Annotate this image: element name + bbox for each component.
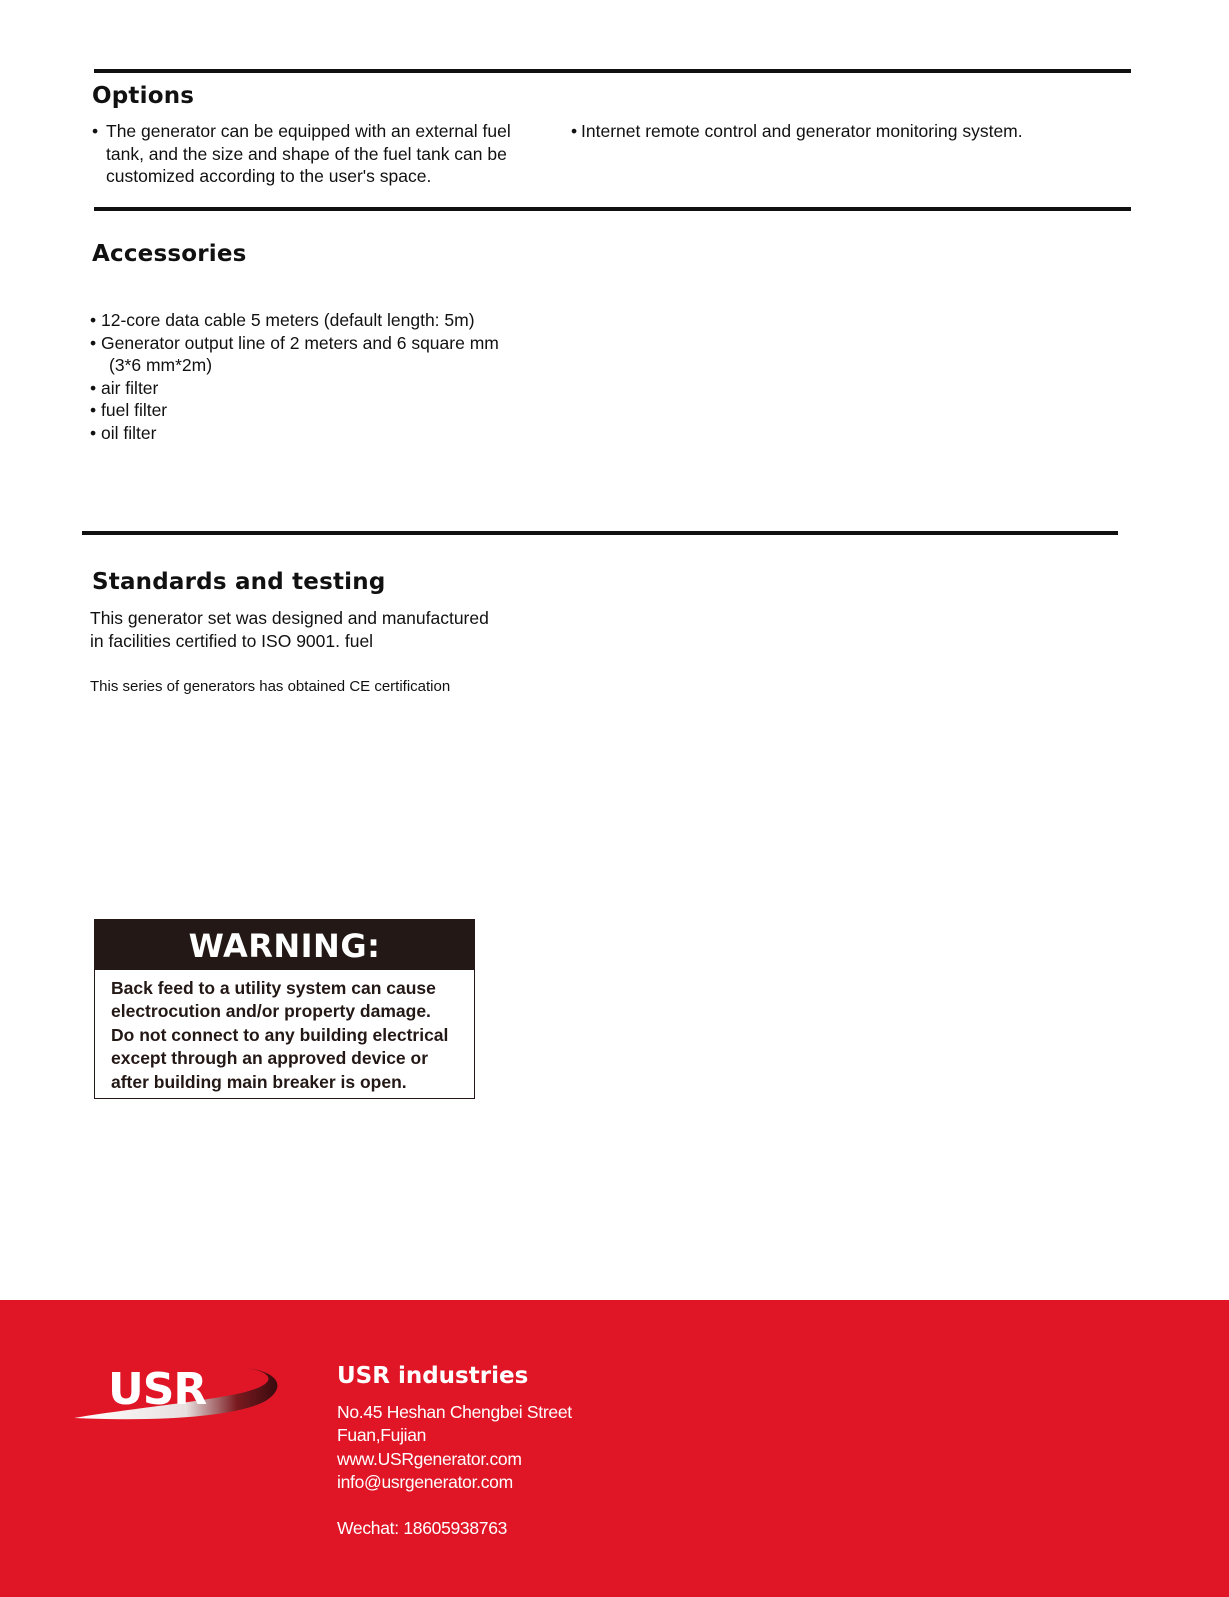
warning-line: except through an approved device or bbox=[111, 1048, 429, 1069]
list-item bbox=[90, 332, 590, 377]
option-text: Internet remote control and generator monitoring system. bbox=[581, 121, 1023, 141]
wechat-contact: Wechat: 18605938763 bbox=[337, 1518, 508, 1538]
bullet-icon: • bbox=[90, 422, 97, 443]
ce-certification-note: This series of generators has obtained CE certification bbox=[90, 678, 451, 695]
bullet-icon: • bbox=[571, 121, 578, 141]
options-right-column bbox=[571, 120, 1131, 143]
logo-text: USR bbox=[108, 1364, 207, 1415]
section-divider bbox=[94, 207, 1131, 211]
warning-title: WARNING: bbox=[95, 920, 474, 970]
address-line: No.45 Heshan Chengbei Street bbox=[337, 1402, 572, 1422]
section-divider bbox=[82, 531, 1118, 535]
bullet-icon: • bbox=[90, 332, 97, 353]
bullet-icon: • bbox=[90, 377, 97, 398]
address-line: Fuan,Fujian bbox=[337, 1425, 427, 1445]
bullet-icon: • bbox=[90, 400, 97, 420]
accessory-text: air filter bbox=[101, 377, 159, 398]
list-item bbox=[90, 309, 590, 332]
warning-line: Back feed to a utility system can cause bbox=[111, 978, 436, 998]
list-item bbox=[92, 120, 552, 188]
accessories-heading: Accessories bbox=[92, 241, 247, 267]
list-item bbox=[90, 377, 590, 400]
accessory-text: Generator output line of 2 meters and 6 square mm bbox=[101, 332, 499, 353]
list-item bbox=[90, 399, 590, 422]
accessory-text: oil filter bbox=[101, 422, 157, 443]
option-line: customized according to the user's space. bbox=[106, 166, 432, 186]
option-line: The generator can be equipped with an external fuel bbox=[106, 121, 511, 141]
usr-logo bbox=[72, 1360, 287, 1430]
accessory-text: 12-core data cable 5 meters (default length: 5m) bbox=[101, 310, 475, 330]
company-name: USR industries bbox=[337, 1363, 529, 1389]
list-item bbox=[571, 120, 1131, 143]
warning-box bbox=[94, 919, 475, 1099]
options-heading: Options bbox=[92, 83, 195, 109]
standards-heading: Standards and testing bbox=[92, 569, 386, 595]
standards-line: in facilities certified to ISO 9001. fuel bbox=[90, 630, 374, 651]
warning-line: Do not connect to any building electrical bbox=[111, 1024, 449, 1045]
footer bbox=[0, 1300, 1229, 1597]
list-item bbox=[90, 422, 590, 445]
standards-paragraph bbox=[90, 607, 550, 652]
section-divider bbox=[94, 69, 1131, 73]
accessories-list bbox=[90, 309, 590, 444]
accessory-continuation: (3*6 mm*2m) bbox=[109, 355, 213, 375]
email-link[interactable]: info@usrgenerator.com bbox=[337, 1472, 513, 1492]
bullet-icon: • bbox=[92, 121, 99, 141]
accessory-text: fuel filter bbox=[101, 400, 168, 420]
standards-line: This generator set was designed and manufactured bbox=[90, 608, 489, 628]
warning-line: after building main breaker is open. bbox=[111, 1071, 407, 1092]
warning-body bbox=[95, 970, 474, 1094]
website-link[interactable]: www.USRgenerator.com bbox=[337, 1449, 522, 1469]
option-line: tank, and the size and shape of the fuel tank can be bbox=[106, 143, 507, 164]
options-left-column bbox=[92, 120, 552, 188]
warning-line: electrocution and/or property damage. bbox=[111, 1001, 431, 1022]
bullet-icon: • bbox=[90, 310, 97, 330]
